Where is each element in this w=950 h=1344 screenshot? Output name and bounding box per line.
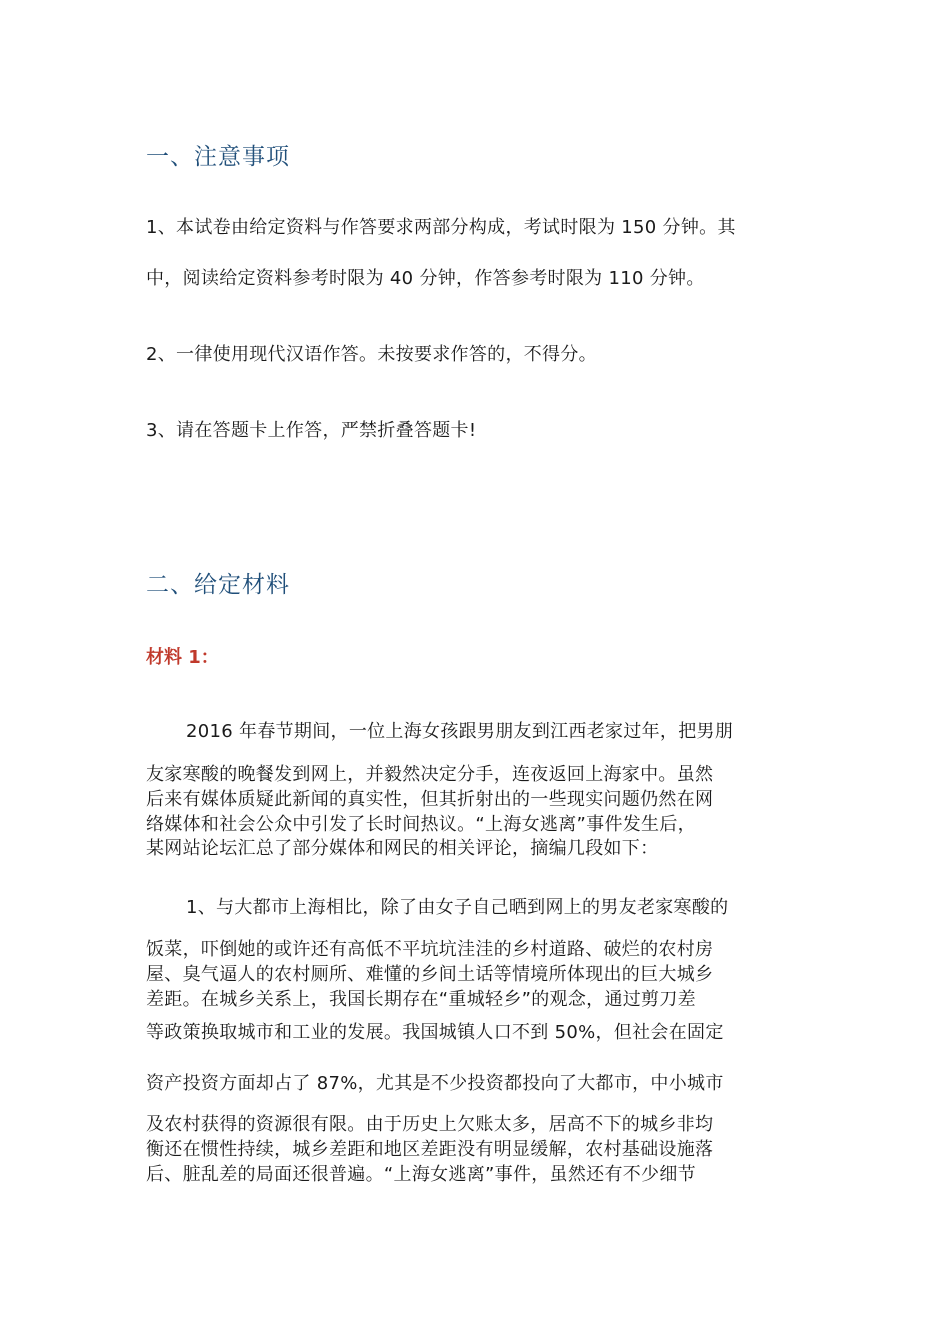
paragraph-2-line: 差距。在城乡关系上，我国长期存在“重城轻乡”的观念，通过剪刀差 [146, 989, 696, 1010]
paragraph-1-line: 某网站论坛汇总了部分媒体和网民的相关评论，摘编几段如下： [146, 838, 659, 859]
paragraph-1-line: 后来有媒体质疑此新闻的真实性，但其折射出的一些现实问题仍然在网 [146, 789, 714, 810]
material-label: 材料 1： [146, 647, 219, 668]
paragraph-1-line: 络媒体和社会公众中引发了长时间热议。“上海女逃离”事件发生后， [146, 814, 696, 835]
section-heading-materials: 二、给定材料 [146, 572, 290, 598]
paragraph-2-line: 资产投资方面却占了 87%，尤其是不少投资都投向了大都市，中小城市 [146, 1073, 724, 1094]
paragraph-2-line: 及农村获得的资源很有限。由于历史上欠账太多，居高不下的城乡非均 [146, 1114, 714, 1135]
paragraph-2-line: 1、与大都市上海相比，除了由女子自己晒到网上的男友老家寒酸的 [186, 897, 729, 918]
section-heading-notes: 一、注意事项 [146, 144, 290, 170]
paragraph-1-line: 友家寒酸的晚餐发到网上，并毅然决定分手，连夜返回上海家中。虽然 [146, 764, 714, 785]
notice-item-1-line-1: 1、本试卷由给定资料与作答要求两部分构成，考试时限为 150 分钟。其 [146, 217, 736, 238]
paragraph-2-line: 屋、臭气逼人的农村厕所、难懂的乡间土话等情境所体现出的巨大城乡 [146, 964, 714, 985]
notice-item-2: 2、一律使用现代汉语作答。未按要求作答的，不得分。 [146, 344, 597, 365]
paragraph-2-line: 后、脏乱差的局面还很普遍。“上海女逃离”事件，虽然还有不少细节 [146, 1164, 696, 1185]
paragraph-2-line: 衡还在惯性持续，城乡差距和地区差距没有明显缓解，农村基础设施落 [146, 1139, 714, 1160]
notice-item-3: 3、请在答题卡上作答，严禁折叠答题卡! [146, 420, 477, 441]
paragraph-2-line: 等政策换取城市和工业的发展。我国城镇人口不到 50%，但社会在固定 [146, 1022, 724, 1043]
paragraph-2-line: 饭菜，吓倒她的或许还有高低不平坑坑洼洼的乡村道路、破烂的农村房 [146, 939, 714, 960]
notice-item-1-line-2: 中，阅读给定资料参考时限为 40 分钟，作答参考时限为 110 分钟。 [146, 268, 705, 289]
paragraph-1-line: 2016 年春节期间，一位上海女孩跟男朋友到江西老家过年，把男朋 [186, 721, 734, 742]
